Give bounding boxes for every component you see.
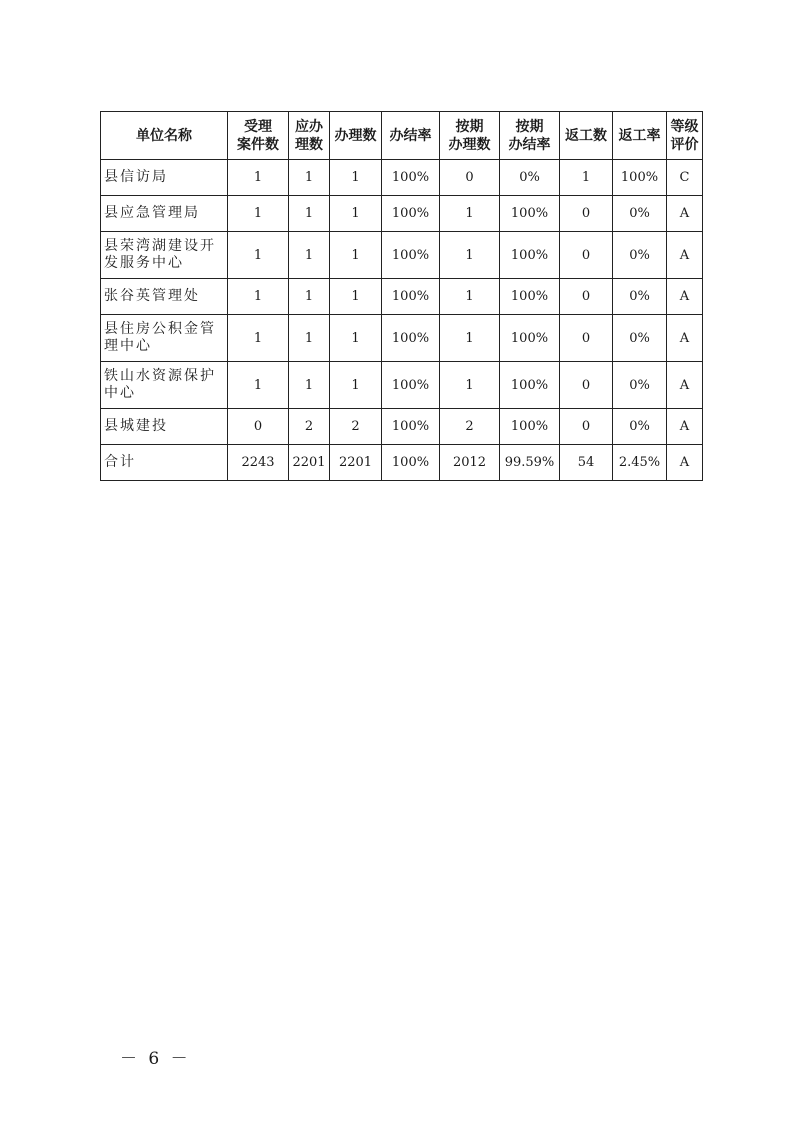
column-header-handled-count (330, 112, 382, 160)
table-cell-accepted-cases: 2243 (228, 445, 289, 481)
column-header-line: 按期 (455, 118, 484, 135)
table-cell-rework-rate: 0% (613, 315, 667, 362)
table-cell-grade: A (667, 409, 703, 445)
column-header-line: 返工率 (618, 127, 661, 144)
unit-name-line: 合计 (104, 454, 136, 470)
column-header-line: 单位名称 (136, 127, 192, 144)
table-cell-handled-count: 1 (330, 315, 382, 362)
table-cell-rework-rate: 100% (613, 160, 667, 196)
table-header-row (101, 112, 703, 160)
table-cell-rework-rate: 0% (613, 279, 667, 315)
column-header-line: 返工数 (565, 127, 607, 144)
table-cell-ontime-rate: 100% (500, 315, 560, 362)
table-cell-accepted-cases: 1 (228, 160, 289, 196)
table-cell-due-count: 2 (289, 409, 330, 445)
table-cell-grade: C (667, 160, 703, 196)
unit-name-line: 县城建投 (104, 418, 168, 434)
table-cell-ontime-count: 2 (440, 409, 500, 445)
table-cell-rework-count: 0 (560, 362, 613, 409)
table-cell-handled-count: 2 (330, 409, 382, 445)
evaluation-table (100, 111, 703, 481)
unit-name-cell (101, 160, 228, 196)
column-header-line: 等级 (670, 118, 699, 135)
table-cell-accepted-cases: 1 (228, 232, 289, 279)
table-cell-grade: A (667, 196, 703, 232)
table-cell-rework-count: 1 (560, 160, 613, 196)
table-cell-grade: A (667, 315, 703, 362)
table-row (101, 362, 703, 409)
column-header-accepted-cases (228, 112, 289, 160)
column-header-ontime-count (440, 112, 500, 160)
column-header-line: 理数 (295, 136, 323, 153)
column-header-line: 评价 (670, 136, 699, 153)
column-header-line: 办理数 (448, 136, 491, 153)
table-row (101, 409, 703, 445)
table-cell-rework-count: 0 (560, 279, 613, 315)
table-cell-completion-rate: 100% (382, 315, 440, 362)
table-cell-ontime-count: 2012 (440, 445, 500, 481)
table-cell-rework-rate: 0% (613, 232, 667, 279)
table-cell-ontime-rate: 0% (500, 160, 560, 196)
unit-name-line: 县住房公积金管 (104, 321, 216, 337)
column-header-completion-rate (382, 112, 440, 160)
table-cell-grade: A (667, 232, 703, 279)
table-cell-due-count: 1 (289, 160, 330, 196)
table-cell-completion-rate: 100% (382, 160, 440, 196)
table-cell-due-count: 1 (289, 315, 330, 362)
column-header-rework-rate (613, 112, 667, 160)
unit-name-line: 张谷英管理处 (104, 288, 200, 304)
column-header-line: 按期 (515, 118, 544, 135)
unit-name-cell (101, 279, 228, 315)
table-cell-accepted-cases: 0 (228, 409, 289, 445)
table-cell-ontime-count: 1 (440, 232, 500, 279)
table-cell-ontime-rate: 99.59% (500, 445, 560, 481)
table-cell-handled-count: 1 (330, 279, 382, 315)
unit-name-line: 县荣湾湖建设开 (104, 238, 216, 254)
table-cell-due-count: 2201 (289, 445, 330, 481)
table-cell-accepted-cases: 1 (228, 196, 289, 232)
table-cell-ontime-rate: 100% (500, 279, 560, 315)
table-cell-rework-rate: 0% (613, 196, 667, 232)
table-cell-ontime-count: 1 (440, 196, 500, 232)
table-cell-accepted-cases: 1 (228, 315, 289, 362)
table-cell-rework-count: 0 (560, 409, 613, 445)
table-cell-grade: A (667, 445, 703, 481)
table-cell-rework-rate: 0% (613, 362, 667, 409)
table-cell-completion-rate: 100% (382, 445, 440, 481)
column-header-ontime-rate (500, 112, 560, 160)
page-number: － 6 － (120, 1049, 191, 1069)
table-cell-ontime-count: 1 (440, 315, 500, 362)
table-cell-rework-count: 0 (560, 196, 613, 232)
table-cell-due-count: 1 (289, 362, 330, 409)
table-row (101, 445, 703, 481)
table-cell-due-count: 1 (289, 232, 330, 279)
table-cell-rework-rate: 0% (613, 409, 667, 445)
table-cell-completion-rate: 100% (382, 409, 440, 445)
unit-name-line: 中心 (104, 385, 136, 401)
table-cell-rework-count: 54 (560, 445, 613, 481)
unit-name-cell (101, 232, 228, 279)
table-cell-grade: A (667, 279, 703, 315)
column-header-line: 办结率 (389, 127, 432, 144)
unit-name-cell (101, 409, 228, 445)
unit-name-cell (101, 362, 228, 409)
table-row (101, 160, 703, 196)
table-cell-rework-rate: 2.45% (613, 445, 667, 481)
unit-name-line: 铁山水资源保护 (104, 368, 216, 384)
table-cell-completion-rate: 100% (382, 232, 440, 279)
unit-name-cell (101, 196, 228, 232)
table-cell-rework-count: 0 (560, 315, 613, 362)
column-header-unit-name (101, 112, 228, 160)
table-cell-ontime-rate: 100% (500, 232, 560, 279)
table-row (101, 279, 703, 315)
column-header-line: 办理数 (334, 127, 377, 144)
column-header-line: 案件数 (237, 136, 279, 153)
table-row (101, 196, 703, 232)
unit-name-cell (101, 315, 228, 362)
unit-name-cell (101, 445, 228, 481)
table-cell-accepted-cases: 1 (228, 279, 289, 315)
table-cell-handled-count: 1 (330, 196, 382, 232)
table-cell-completion-rate: 100% (382, 196, 440, 232)
table-cell-ontime-rate: 100% (500, 362, 560, 409)
table-body (101, 160, 703, 481)
column-header-due-count (289, 112, 330, 160)
table-cell-ontime-rate: 100% (500, 196, 560, 232)
column-header-line: 办结率 (508, 136, 551, 153)
table-cell-ontime-rate: 100% (500, 409, 560, 445)
table-cell-handled-count: 1 (330, 232, 382, 279)
table-cell-handled-count: 2201 (330, 445, 382, 481)
table-cell-handled-count: 1 (330, 160, 382, 196)
unit-name-line: 理中心 (104, 338, 152, 354)
unit-name-line: 县信访局 (104, 169, 168, 185)
table-cell-ontime-count: 1 (440, 279, 500, 315)
unit-name-line: 发服务中心 (104, 255, 184, 271)
unit-name-line: 县应急管理局 (104, 205, 200, 221)
table-cell-accepted-cases: 1 (228, 362, 289, 409)
table-cell-completion-rate: 100% (382, 362, 440, 409)
table-cell-ontime-count: 0 (440, 160, 500, 196)
column-header-rework-count (560, 112, 613, 160)
table-cell-handled-count: 1 (330, 362, 382, 409)
table-cell-due-count: 1 (289, 196, 330, 232)
table-row (101, 232, 703, 279)
column-header-line: 受理 (244, 118, 272, 135)
table-row (101, 315, 703, 362)
table-cell-completion-rate: 100% (382, 279, 440, 315)
table-cell-ontime-count: 1 (440, 362, 500, 409)
column-header-line: 应办 (295, 118, 323, 135)
table-cell-grade: A (667, 362, 703, 409)
table-cell-rework-count: 0 (560, 232, 613, 279)
column-header-grade (667, 112, 703, 160)
table-cell-due-count: 1 (289, 279, 330, 315)
